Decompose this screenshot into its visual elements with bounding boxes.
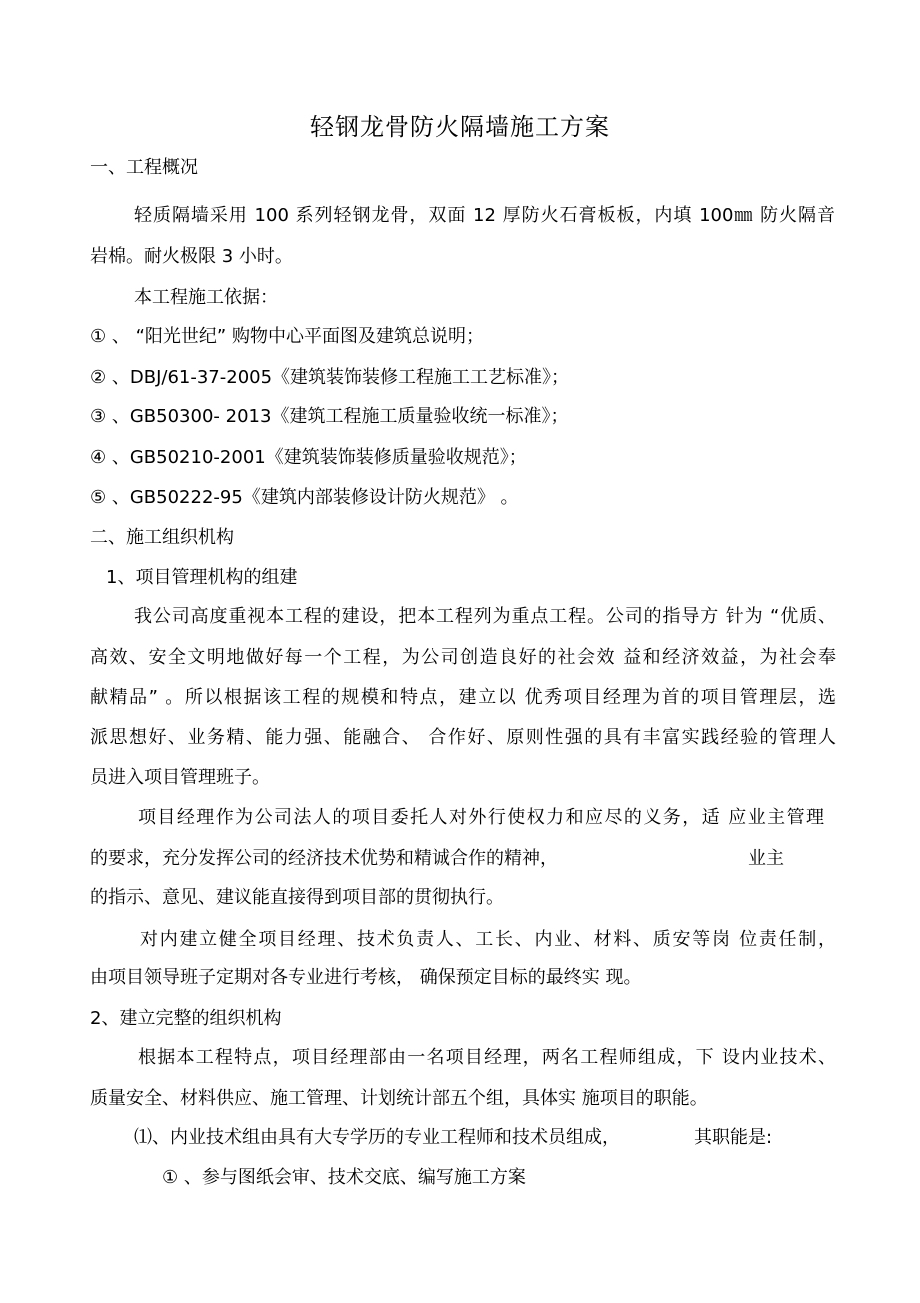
paragraph-line: 献精品” 。所以根据该工程的规模和特点，建立以 优秀项目经理为首的项目管理层，选: [90, 687, 836, 708]
document-title: 轻钢龙骨防火隔墙施工方案: [310, 113, 610, 141]
paragraph-line: 由项目领导班子定期对各专业进行考核， 确保预定目标的最终实 现。: [90, 967, 642, 988]
paragraph-line: 项目经理作为公司法人的项目委托人对外行使权力和应尽的义务，适 应业主管理: [138, 807, 824, 828]
list-item: ① 、参与图纸会审、技术交底、编写施工方案: [162, 1167, 526, 1188]
paragraph-line: ⑴、内业技术组由具有大专学历的专业工程师和技术员组成，: [134, 1127, 620, 1148]
paragraph-fragment: 业主: [748, 848, 784, 869]
list-item: ⑤ 、GB50222-95《建筑内部装修设计防火规范》 。: [90, 487, 519, 508]
paragraph-line: 质量安全、材料供应、施工管理、计划统计部五个组，具体实 施项目的职能。: [90, 1088, 708, 1109]
paragraph-line: 岩棉。耐火极限 3 小时。: [90, 246, 293, 267]
list-item: ③ 、GB50300- 2013《建筑工程施工质量验收统一标准》；: [90, 406, 569, 427]
subsection-heading: 2、建立完整的组织机构: [90, 1008, 282, 1029]
paragraph-fragment: 其职能是:: [694, 1127, 773, 1148]
paragraph-line: 我公司高度重视本工程的建设，把本工程列为重点工程。公司的指导方 针为 “优质、: [134, 606, 836, 627]
paragraph-line: 员进入项目管理班子。: [90, 767, 270, 788]
paragraph-line: 的要求，充分发挥公司的经济技术优势和精诚合作的精神，: [90, 848, 558, 869]
paragraph-line: 对内建立健全项目经理、技术负责人、工长、内业、材料、质安等岗 位责任制，: [140, 929, 836, 950]
paragraph-line: 根据本工程特点，项目经理部由一名项目经理，两名工程师组成，下 设内业技术、: [138, 1047, 836, 1068]
section-heading-overview: 一、工程概况: [90, 157, 198, 178]
paragraph-line: 的指示、意见、建议能直接得到项目部的贯彻执行。: [90, 887, 504, 908]
paragraph-line: 派思想好、业务精、能力强、能融合、 合作好、原则性强的具有丰富实践经验的管理人: [90, 727, 836, 748]
list-item: ② 、DBJ/61-37-2005《建筑装饰装修工程施工工艺标准》；: [90, 367, 570, 388]
subsection-heading: 1、项目管理机构的组建: [106, 567, 298, 588]
list-item: ① 、 “阳光世纪” 购物中心平面图及建筑总说明；: [90, 326, 484, 347]
list-item: ④ 、GB50210-2001《建筑装饰装修质量验收规范》；: [90, 447, 527, 468]
paragraph-line: 高效、安全文明地做好每一个工程，为公司创造良好的社会效 益和经济效益，为社会奉: [90, 647, 836, 668]
paragraph-line: 本工程施工依据：: [134, 287, 278, 308]
section-heading-organization: 二、施工组织机构: [90, 527, 234, 548]
paragraph-line: 轻质隔墙采用 100 系列轻钢龙骨，双面 12 厚防火石膏板板，内填 100㎜ 防火隔音: [134, 205, 835, 226]
